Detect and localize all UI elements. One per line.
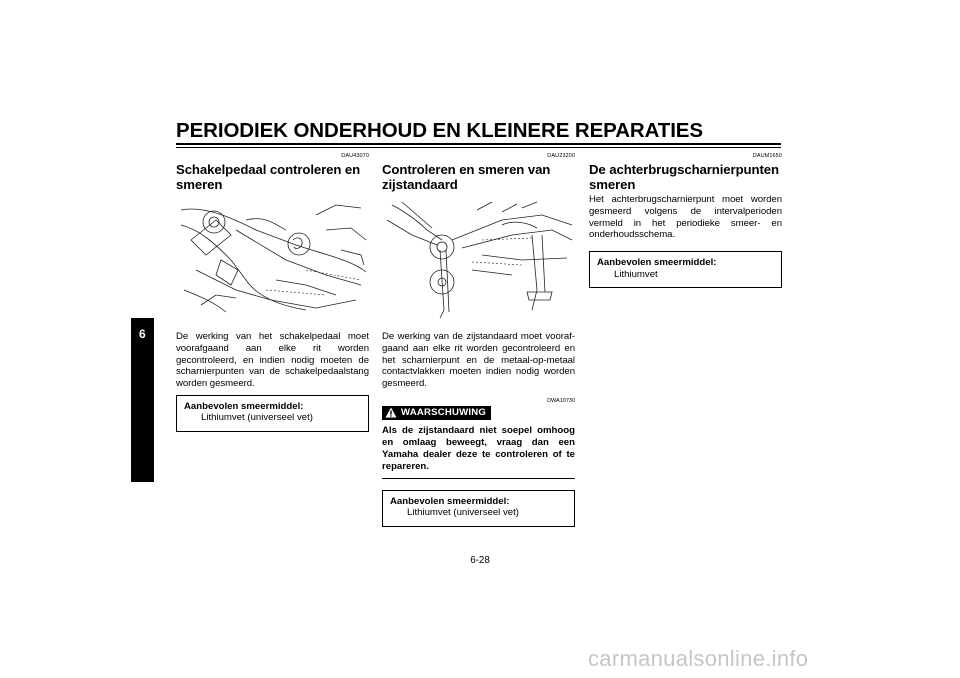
shift-pedal-illustration [176, 200, 369, 320]
warning-badge [382, 406, 491, 420]
lubricant-value: Lithiumvet (universeel vet) [201, 412, 313, 424]
section-title: Schakelpedaal controleren en smeren [176, 162, 361, 192]
recommended-lubricant-box [589, 251, 782, 288]
warning-text: Als de zijstandaard niet soepel omhoog en omlaag beweegt, vraag dan een Yamaha dealer deze te controleren of te repareren. [382, 425, 575, 478]
page-header-title: PERIODIEK ONDERHOUD EN KLEINERE REPARATIES [176, 119, 703, 142]
lubricant-value: Lithiumvet (universeel vet) [407, 507, 519, 519]
warning-code: DWA10730 [547, 397, 575, 404]
line-drawing-icon [382, 200, 575, 320]
lubricant-label: Aanbevolen smeermiddel: [184, 400, 304, 412]
page-number: 6-28 [470, 555, 490, 566]
section-swingarm [589, 152, 782, 288]
chapter-tab [131, 318, 154, 482]
lubricant-label: Aanbevolen smeermiddel: [597, 257, 717, 269]
section-body: Het achterbrugscharnierpunt moet worden gesmeerd volgens de intervalperioden vermeld in het periodieke smeer- en onderhoudsschema. [589, 194, 782, 241]
recommended-lubricant-box [176, 395, 369, 432]
sidestand-illustration [382, 200, 575, 320]
header-rule-thin [176, 147, 781, 148]
section-body: De werking van het schakelpedaal moet voorafgaand aan elke rit worden gecontroleerd, en indien nodig moeten de scharnierpunten van de schakelpedaalstang worden gesmeerd. [176, 331, 369, 390]
section-title: Controleren en smeren van zijstandaard [382, 162, 551, 192]
lubricant-value: Lithiumvet [614, 268, 658, 280]
section-title: De achterbrugscharnierpunten smeren [589, 162, 779, 192]
lubricant-label: Aanbevolen smeermiddel: [390, 495, 510, 507]
warning-label: WAARSCHUWING [401, 407, 487, 419]
section-code: DAUM1650 [752, 153, 782, 159]
section-sidestand [382, 152, 575, 527]
line-drawing-icon [176, 200, 369, 320]
header-rule-thick [176, 143, 781, 145]
section-code: DAU23200 [547, 153, 575, 159]
chapter-number: 6 [139, 327, 146, 341]
recommended-lubricant-box [382, 490, 575, 527]
section-body: De werking van de zijstandaard moet voorafgaand aan elke rit worden gecontroleerd en het scharnierpunt en de metaal-op-metaal contactvlakken moeten indien nodig worden gesmeerd. [382, 331, 575, 390]
watermark: carmanualsonline.info [588, 646, 809, 671]
section-shift-pedal [176, 152, 369, 432]
section-code: DAU43070 [341, 153, 369, 159]
warning-triangle-icon [385, 407, 397, 418]
